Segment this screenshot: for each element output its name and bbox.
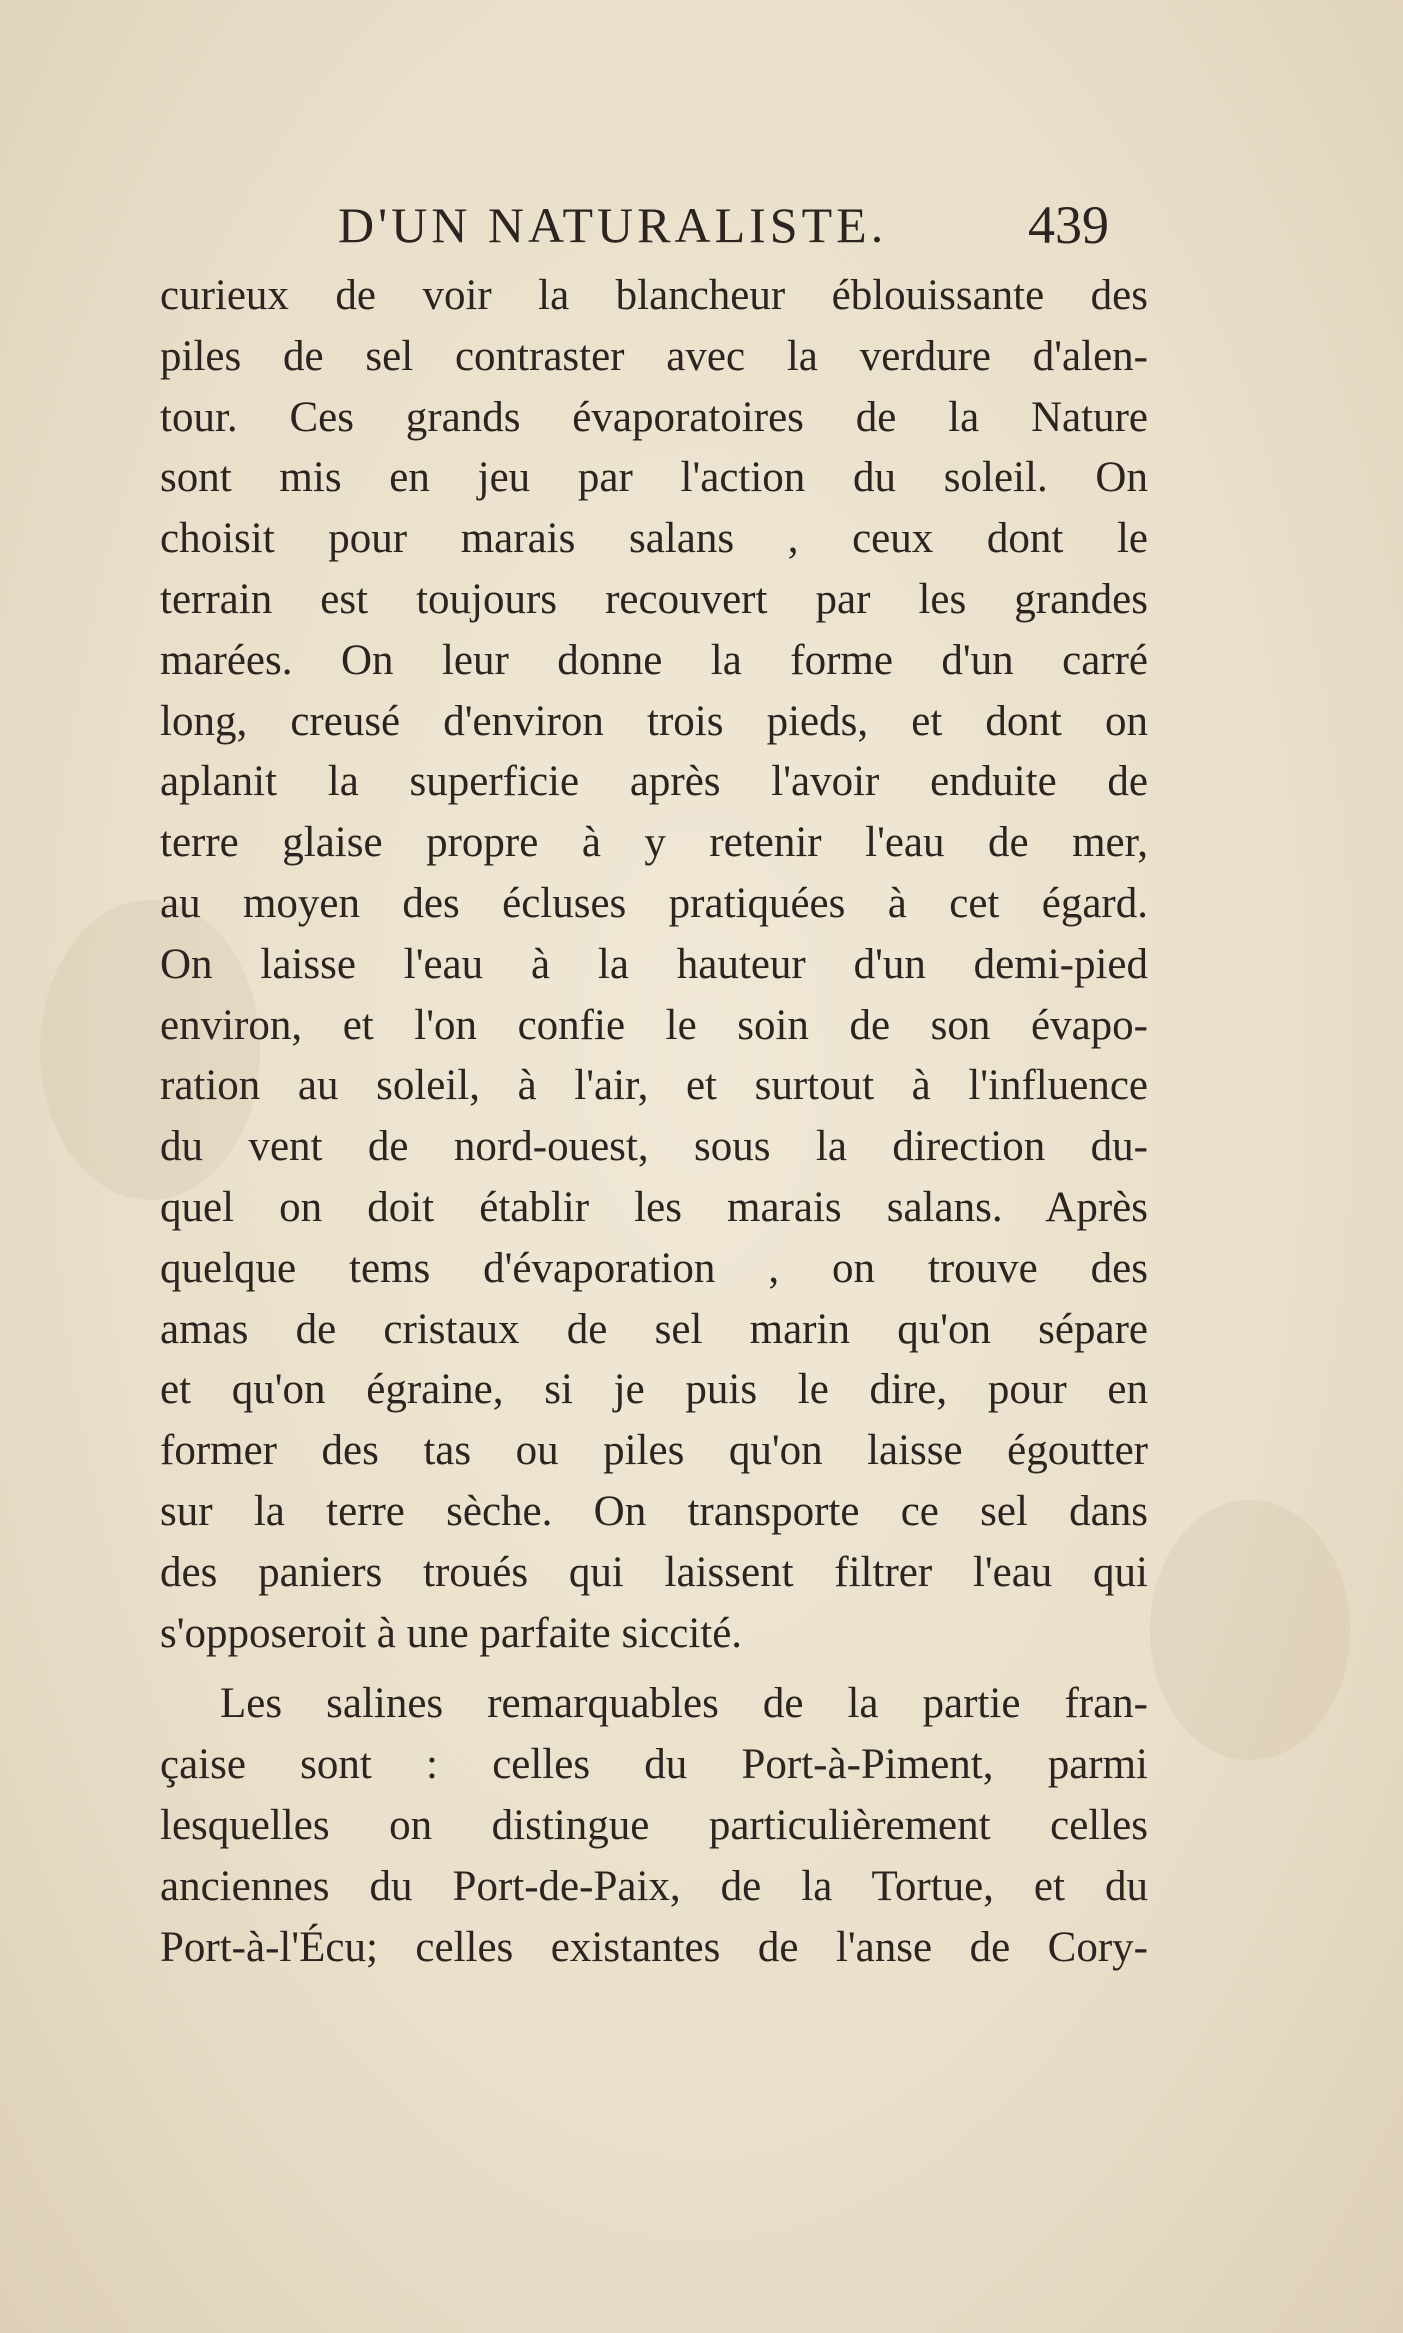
paragraph	[160, 266, 1148, 1664]
body-text	[160, 266, 1148, 1978]
text-line: terre glaise propre à y retenir l'eau de mer,	[160, 819, 1148, 867]
text-line: du vent de nord-ouest, sous la direction du-	[160, 1123, 1148, 1171]
paragraph-gap	[160, 1664, 1148, 1674]
text-line: terrain est toujours recouvert par les grandes	[160, 575, 1148, 623]
page-header	[160, 190, 1160, 260]
text-line: curieux de voir la blancheur éblouissante des	[160, 272, 1148, 319]
text-line: au moyen des écluses pratiquées à cet égard.	[160, 879, 1148, 927]
text-line: marées. On leur donne la forme d'un carré	[160, 636, 1148, 684]
paragraph	[160, 1674, 1148, 1978]
text-line: On laisse l'eau à la hauteur d'un demi-pied	[160, 940, 1148, 988]
text-line: long, creusé d'environ trois pieds, et dont on	[160, 697, 1148, 745]
page-number: 439	[1028, 195, 1109, 255]
text-line: environ, et l'on confie le soin de son évapo-	[160, 1001, 1148, 1049]
text-line: sont mis en jeu par l'action du soleil. On	[160, 454, 1148, 502]
text-line: quelque tems d'évaporation , on trouve des	[160, 1244, 1148, 1292]
text-line: ration au soleil, à l'air, et surtout à l'influence	[160, 1062, 1148, 1110]
text-line: des paniers troués qui laissent filtrer l'eau qui	[160, 1548, 1148, 1596]
text-line: Port-à-l'Écu; celles existantes de l'anse de Cory-	[160, 1923, 1148, 1971]
text-line: et qu'on égraine, si je puis le dire, pour en	[160, 1366, 1148, 1414]
text-line: anciennes du Port-de-Paix, de la Tortue, et du	[160, 1862, 1148, 1910]
text-line: aplanit la superficie après l'avoir enduite de	[160, 758, 1148, 806]
text-line: s'opposeroit à une parfaite siccité.	[160, 1609, 743, 1657]
text-line: piles de sel contraster avec la verdure d'alen-	[160, 332, 1148, 380]
text-line: amas de cristaux de sel marin qu'on sépare	[160, 1305, 1148, 1353]
text-line: choisit pour marais salans , ceux dont le	[160, 515, 1148, 563]
text-line: lesquelles on distingue particulièrement celles	[160, 1801, 1148, 1849]
text-line: tour. Ces grands évaporatoires de la Nature	[160, 393, 1148, 441]
paper-stain	[1150, 1500, 1350, 1760]
text-line: sur la terre sèche. On transporte ce sel dans	[160, 1487, 1148, 1535]
text-line: çaise sont : celles du Port-à-Piment, parmi	[160, 1741, 1148, 1789]
text-line: Les salines remarquables de la partie fran-	[220, 1680, 1148, 1728]
text-line: former des tas ou piles qu'on laisse égoutter	[160, 1427, 1148, 1475]
text-line: quel on doit établir les marais salans. Après	[160, 1183, 1148, 1231]
running-title: D'UN NATURALISTE.	[338, 197, 888, 253]
